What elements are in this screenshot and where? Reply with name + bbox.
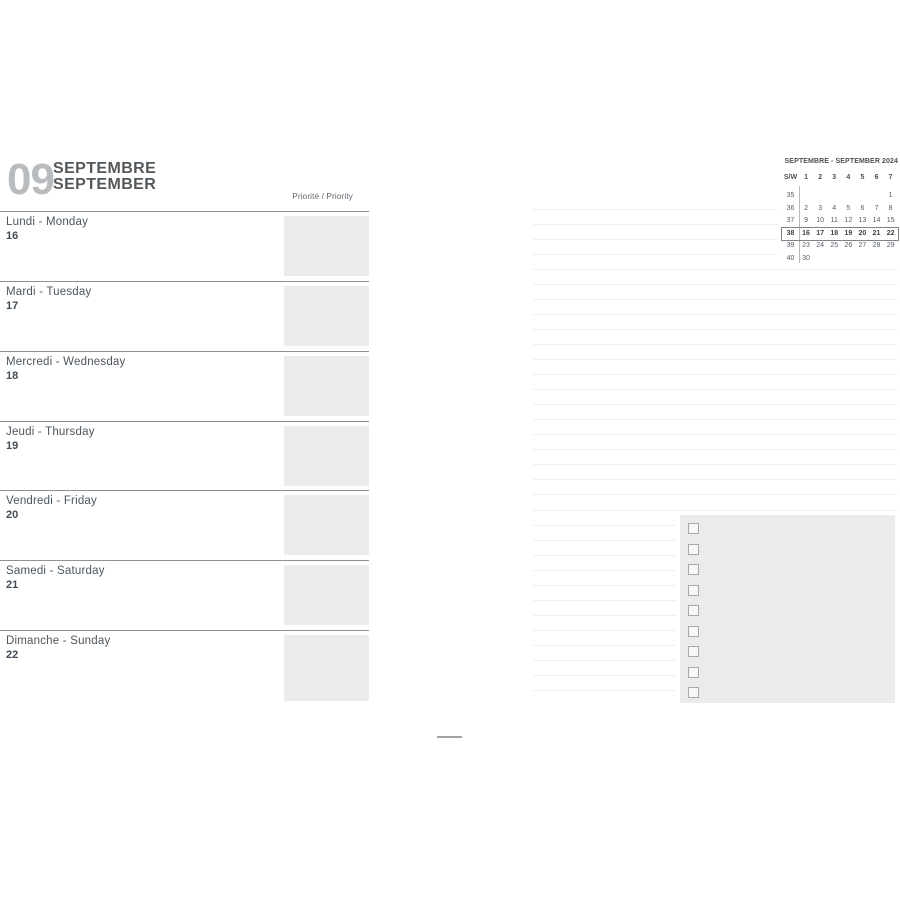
note-line xyxy=(533,479,897,480)
day-row-thursday xyxy=(0,421,369,491)
day-date: 16 xyxy=(6,230,19,242)
calendar-day-cell: 2 xyxy=(804,204,808,212)
note-line xyxy=(533,224,778,225)
priority-notes-area[interactable] xyxy=(284,286,369,346)
note-line xyxy=(533,329,897,330)
checklist-checkbox[interactable] xyxy=(688,646,699,657)
note-line xyxy=(533,374,897,375)
note-line xyxy=(533,344,897,345)
calendar-day-cell: 1 xyxy=(888,192,893,199)
calendar-day-cell: 24 xyxy=(816,242,825,249)
note-line xyxy=(533,615,676,616)
month-number: 09 xyxy=(7,155,54,204)
calendar-weekday-header: 7 xyxy=(888,174,893,181)
calendar-week-row xyxy=(782,253,898,265)
day-label: Lundi - Monday xyxy=(6,216,89,228)
checklist-checkbox[interactable] xyxy=(688,687,699,698)
calendar-week-header: S/W xyxy=(783,174,798,181)
priority-notes-area[interactable] xyxy=(284,635,369,701)
day-row-sunday xyxy=(0,630,369,700)
day-label: Vendredi - Friday xyxy=(6,495,97,507)
calendar-week-number: 39 xyxy=(786,242,795,249)
calendar-day-cell: 15 xyxy=(886,217,895,224)
note-line xyxy=(533,404,897,405)
mini-calendar-title: SEPTEMBRE - SEPTEMBER 2024 xyxy=(784,158,898,165)
day-label: Mercredi - Wednesday xyxy=(6,356,126,368)
day-label: Dimanche - Sunday xyxy=(6,635,111,647)
note-line xyxy=(533,675,676,676)
calendar-day-cell: 9 xyxy=(804,217,808,224)
calendar-week-number: 36 xyxy=(786,204,795,212)
day-row-monday xyxy=(0,211,369,281)
note-line xyxy=(533,645,676,646)
note-line xyxy=(533,690,676,691)
day-date: 21 xyxy=(6,579,19,591)
calendar-week-number: 40 xyxy=(786,254,795,262)
priority-notes-area[interactable] xyxy=(284,565,369,625)
month-name-fr: SEPTEMBRE xyxy=(53,160,157,177)
checklist-checkbox[interactable] xyxy=(688,626,699,637)
day-row-tuesday xyxy=(0,281,369,351)
calendar-day-cell: 3 xyxy=(818,204,823,212)
calendar-weekday-header: 5 xyxy=(860,174,865,181)
calendar-weekday-header: 3 xyxy=(832,174,837,181)
day-label: Mardi - Tuesday xyxy=(6,286,92,298)
note-line xyxy=(533,555,676,556)
calendar-day-cell: 12 xyxy=(844,217,853,224)
note-line xyxy=(533,464,897,465)
day-label: Samedi - Saturday xyxy=(6,565,105,577)
calendar-day-cell: 18 xyxy=(830,229,839,237)
day-row-saturday xyxy=(0,560,369,630)
day-date: 22 xyxy=(6,649,19,661)
note-line xyxy=(533,269,897,270)
note-line xyxy=(533,494,897,495)
calendar-header-row xyxy=(782,172,898,184)
note-line xyxy=(533,209,778,210)
note-line xyxy=(533,630,676,631)
checklist-checkbox[interactable] xyxy=(688,523,699,534)
calendar-current-week-row xyxy=(782,228,898,240)
calendar-day-cell: 8 xyxy=(888,204,893,212)
day-row-friday xyxy=(0,490,369,560)
calendar-day-cell: 29 xyxy=(886,242,895,249)
day-date: 17 xyxy=(6,300,19,312)
calendar-day-cell: 26 xyxy=(844,242,853,249)
month-name-en: SEPTEMBER xyxy=(53,175,157,193)
note-line xyxy=(533,585,676,586)
note-line xyxy=(533,510,897,511)
calendar-day-cell: 13 xyxy=(858,217,867,224)
calendar-day-cell: 30 xyxy=(802,254,810,262)
day-date: 20 xyxy=(6,509,19,521)
calendar-day-cell: 5 xyxy=(846,204,851,212)
note-line xyxy=(533,389,897,390)
day-row-wednesday xyxy=(0,351,369,421)
note-line xyxy=(533,570,676,571)
mini-calendar xyxy=(782,158,898,264)
calendar-week-row xyxy=(782,215,898,227)
calendar-day-cell: 23 xyxy=(802,242,810,249)
calendar-day-cell: 14 xyxy=(872,217,881,224)
priority-notes-area[interactable] xyxy=(284,495,369,555)
checklist-checkbox[interactable] xyxy=(688,667,699,678)
checklist-checkbox[interactable] xyxy=(688,605,699,616)
priority-column-label: Priorité / Priority xyxy=(292,192,353,201)
calendar-day-cell: 10 xyxy=(816,217,825,224)
priority-notes-area[interactable] xyxy=(284,356,369,416)
note-line xyxy=(533,284,897,285)
note-line xyxy=(533,359,897,360)
note-line xyxy=(533,540,676,541)
calendar-weekday-header: 6 xyxy=(874,174,879,181)
calendar-week-number: 37 xyxy=(786,217,795,224)
note-line xyxy=(533,254,778,255)
calendar-day-cell: 7 xyxy=(874,204,879,212)
note-line xyxy=(533,449,897,450)
note-line xyxy=(533,525,676,526)
note-line xyxy=(533,314,897,315)
checklist-checkbox[interactable] xyxy=(688,544,699,555)
note-line xyxy=(533,434,897,435)
note-line xyxy=(533,600,676,601)
calendar-week-number: 38 xyxy=(786,229,795,237)
calendar-day-cell: 6 xyxy=(860,204,865,212)
calendar-day-cell: 21 xyxy=(872,229,881,237)
calendar-day-cell: 11 xyxy=(830,217,838,224)
priority-notes-area[interactable] xyxy=(284,216,369,276)
calendar-day-cell: 22 xyxy=(886,229,895,237)
calendar-day-cell: 27 xyxy=(858,242,867,249)
priority-notes-area[interactable] xyxy=(284,426,369,486)
note-line xyxy=(533,299,897,300)
calendar-day-cell: 17 xyxy=(816,229,825,237)
calendar-week-row xyxy=(782,203,898,215)
calendar-week-row xyxy=(782,240,898,252)
calendar-weekday-header: 1 xyxy=(804,174,808,181)
day-date: 18 xyxy=(6,370,19,382)
calendar-day-cell: 19 xyxy=(844,229,853,237)
calendar-day-cell: 20 xyxy=(858,229,867,237)
calendar-day-cell: 4 xyxy=(832,204,837,212)
calendar-week-number: 35 xyxy=(786,192,795,199)
checklist-checkbox[interactable] xyxy=(688,585,699,596)
calendar-day-cell: 25 xyxy=(830,242,839,249)
calendar-day-cell: 16 xyxy=(802,229,810,237)
page-center-mark xyxy=(437,736,462,738)
calendar-week-row xyxy=(782,190,898,202)
note-line xyxy=(533,660,676,661)
calendar-weekday-header: 2 xyxy=(818,174,823,181)
checklist-checkbox[interactable] xyxy=(688,564,699,575)
day-label: Jeudi - Thursday xyxy=(6,426,95,438)
month-title xyxy=(53,161,156,192)
checklist-panel xyxy=(680,515,895,703)
note-line xyxy=(533,239,778,240)
day-date: 19 xyxy=(6,440,19,452)
note-line xyxy=(533,419,897,420)
calendar-weekday-header: 4 xyxy=(846,174,851,181)
calendar-day-cell: 28 xyxy=(872,242,881,249)
